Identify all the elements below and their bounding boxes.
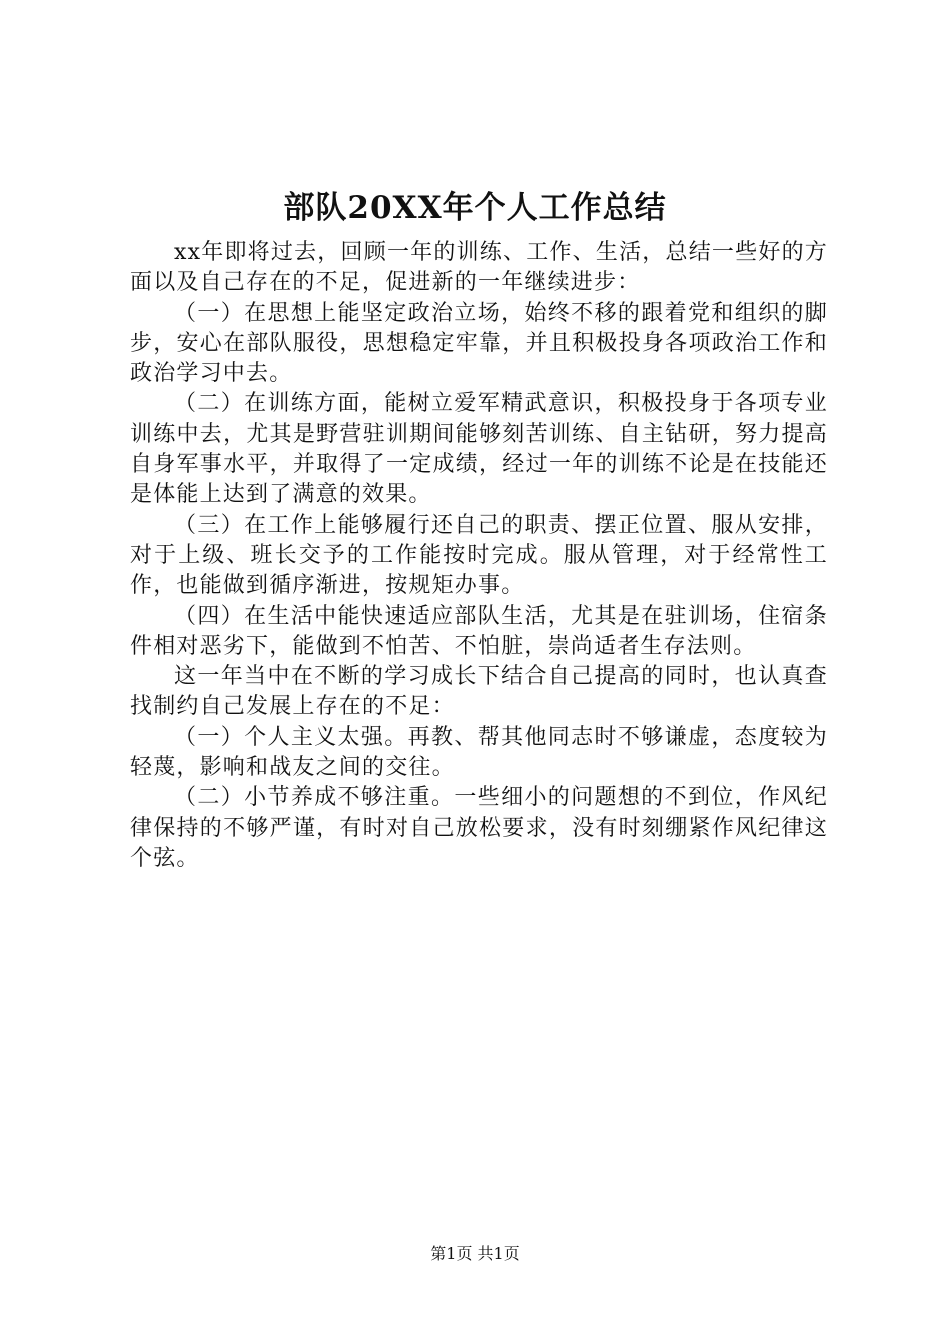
paragraph-item-2: （二）在训练方面，能树立爱军精武意识，积极投身于各项专业训练中去，尤其是野营驻训期间能够刻苦训练、自主钻研，努力提高自身军事水平，并取得了一定成绩，经过一年的训练不论是在技能还是体能上达到了满意的效果。 (130, 391, 828, 508)
document-title: 部队20XX年个人工作总结 (283, 190, 667, 226)
paragraph-item-3: （三）在工作上能够履行还自己的职责、摆正位置、服从安排，对于上级、班长交予的工作能按时完成。服从管理，对于经常性工作，也能做到循序渐进，按规矩办事。 (130, 512, 828, 599)
paragraph-item-1: （一）在思想上能坚定政治立场，始终不移的跟着党和组织的脚步，安心在部队服役，思想稳定牢靠，并且积极投身各项政治工作和政治学习中去。 (130, 300, 828, 387)
paragraph-shortcoming-1: （一）个人主义太强。再教、帮其他同志时不够谦虚，态度较为轻蔑，影响和战友之间的交往。 (130, 724, 828, 781)
document-body (130, 238, 828, 874)
paragraph-shortcoming-2: （二）小节养成不够注重。一些细小的问题想的不到位，作风纪律保持的不够严谨，有时对自己放松要求，没有时刻绷紧作风纪律这个弦。 (130, 785, 828, 871)
page-footer: 第1页 共1页 (430, 1244, 520, 1263)
paragraph-shortcomings-intro: 这一年当中在不断的学习成长下结合自己提高的同时，也认真查找制约自己发展上存在的不足： (130, 664, 828, 720)
paragraph-item-4: （四）在生活中能快速适应部队生活，尤其是在驻训场，住宿条件相对恶劣下，能做到不怕苦、不怕脏，崇尚适者生存法则。 (130, 603, 828, 659)
paragraph-intro: xx年即将过去，回顾一年的训练、工作、生活，总结一些好的方面以及自己存在的不足，促进新的一年继续进步： (130, 240, 828, 296)
